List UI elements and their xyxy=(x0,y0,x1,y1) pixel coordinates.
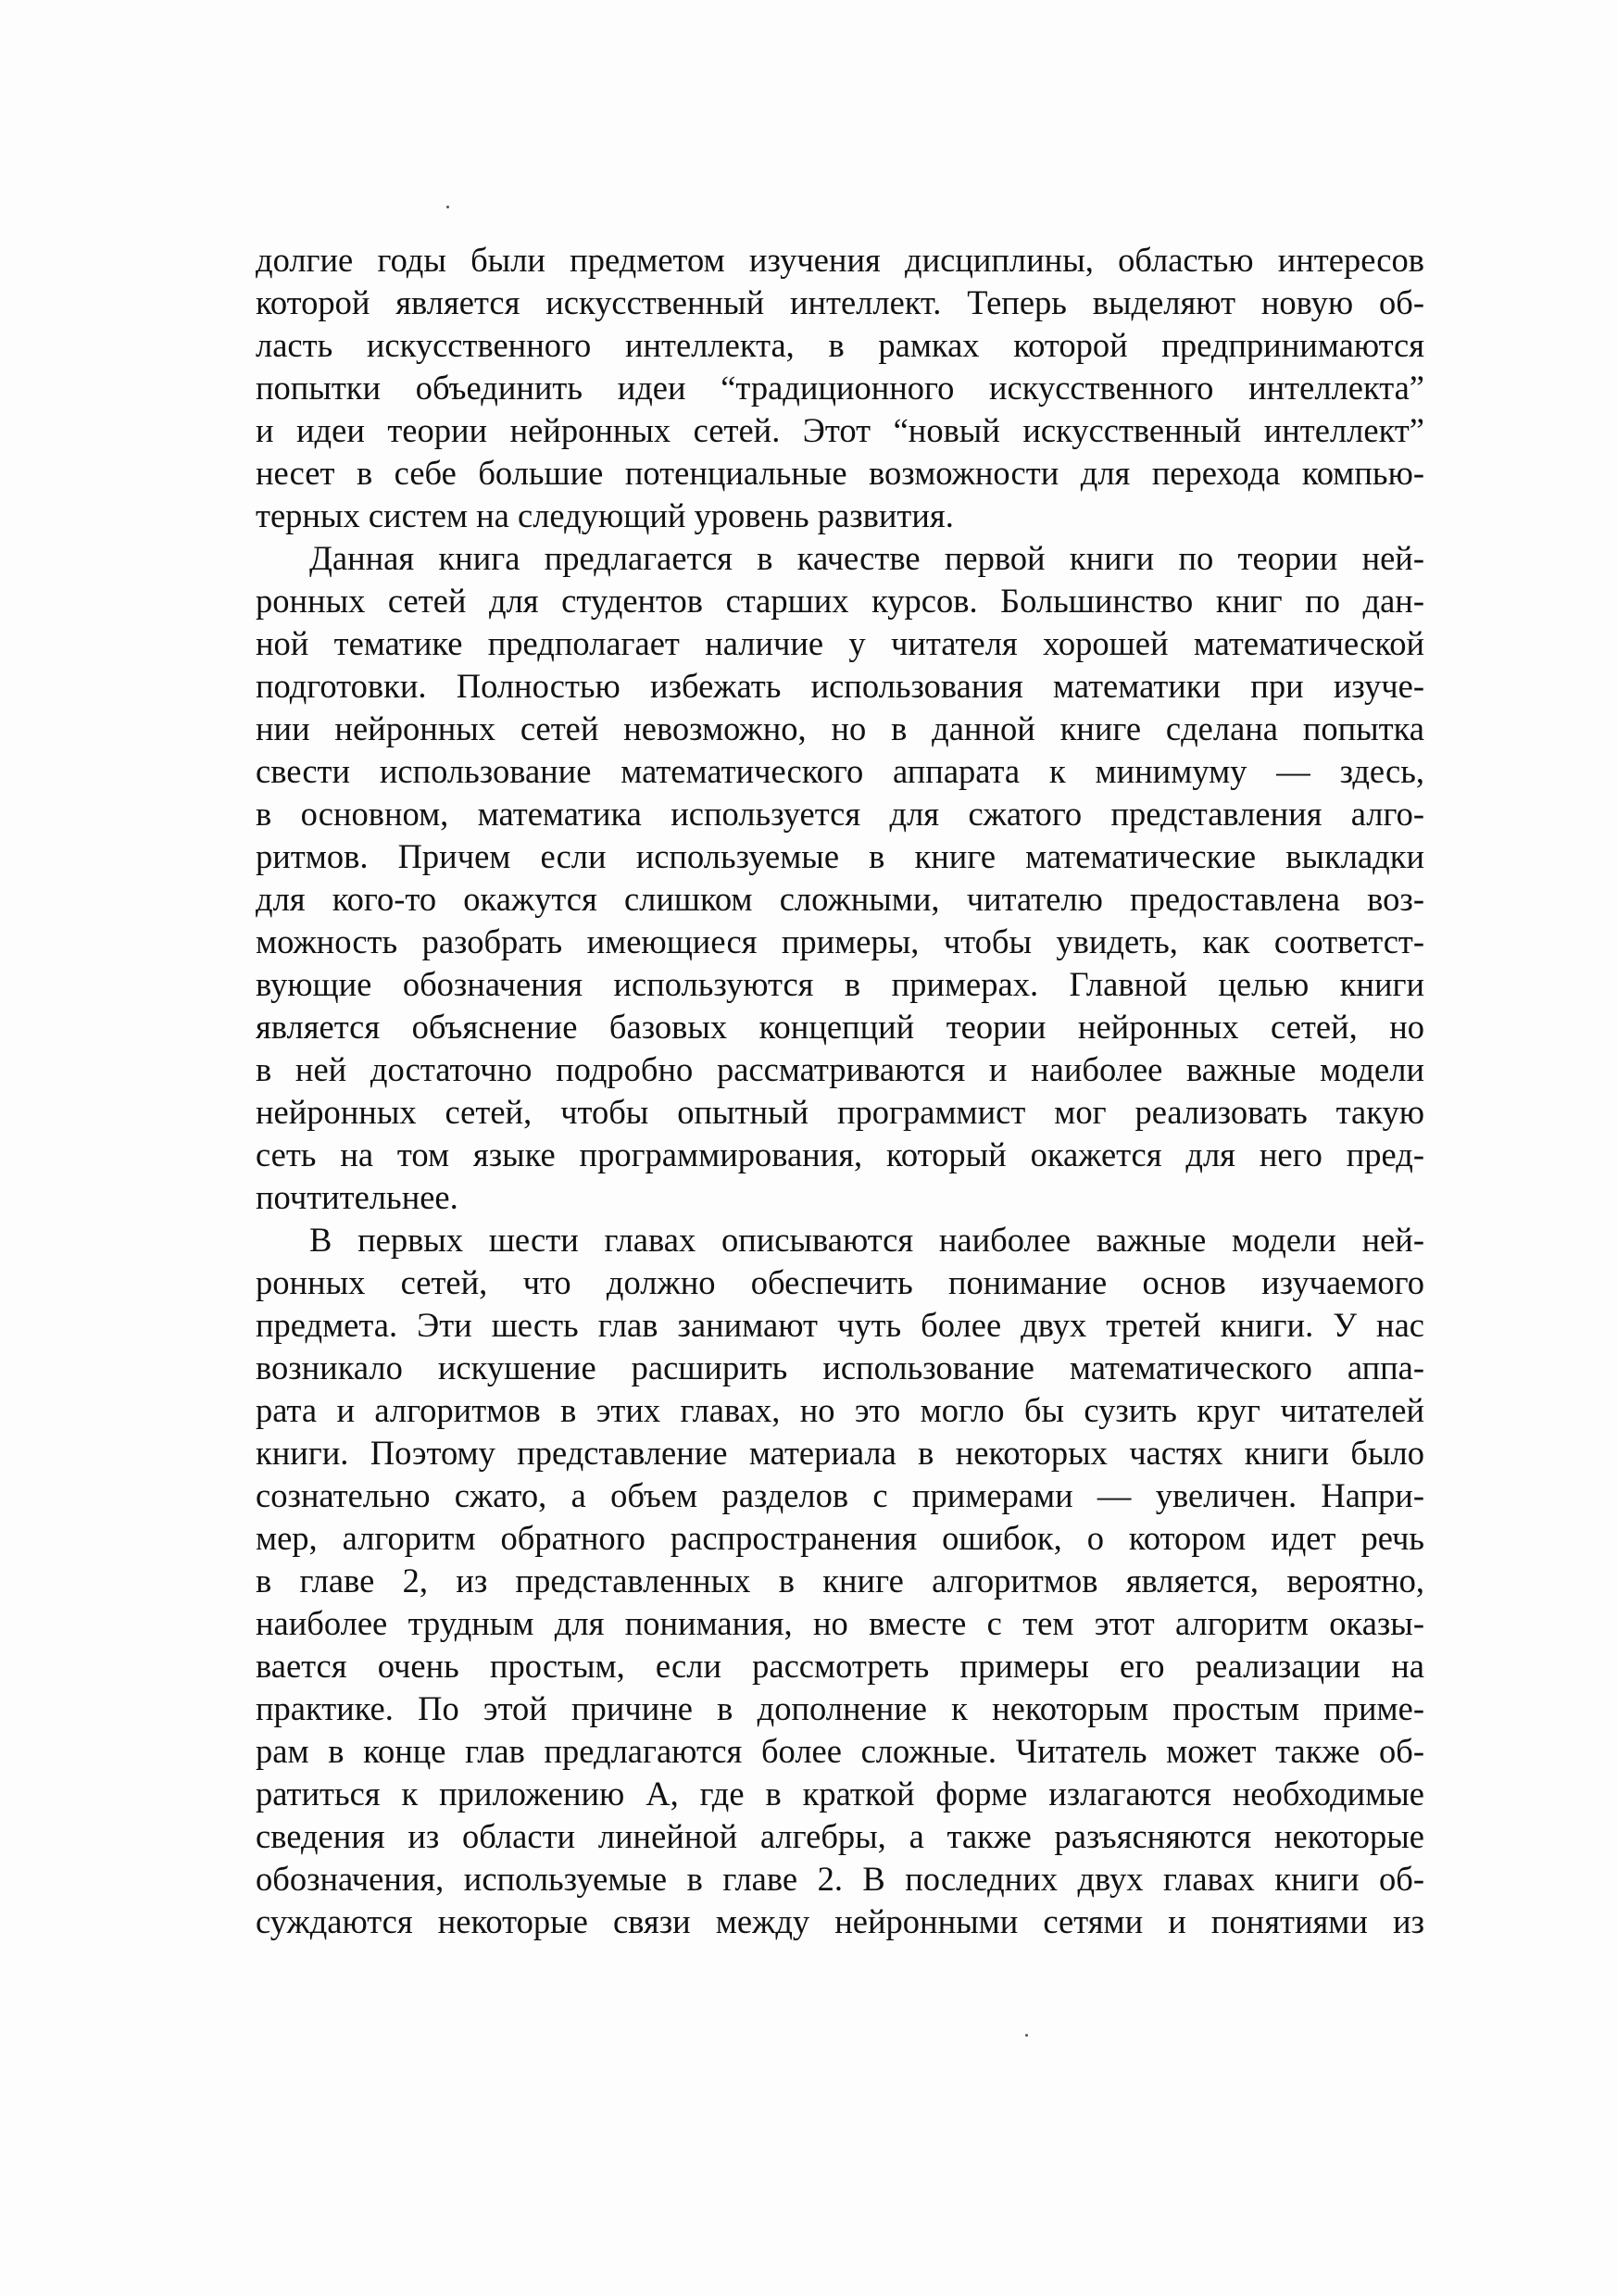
text-line: ронных сетей для студентов старших курсов. Большинство книг по дан- xyxy=(256,582,1424,620)
text-line: в ней достаточно подробно рассматриваются и наиболее важные модели xyxy=(256,1050,1424,1088)
text-line: нии нейронных сетей невозможно, но в данной книге сделана попытка xyxy=(256,709,1424,747)
text-line: книги. Поэтому представление материала в некоторых частях книги было xyxy=(256,1434,1424,1472)
text-line: и идеи теории нейронных сетей. Этот “новый искусственный интеллект” xyxy=(256,411,1424,449)
text-line: попытки объединить идеи “традиционного искусственного интеллекта” xyxy=(256,369,1424,407)
text-line: является объяснение базовых концепций теории нейронных сетей, но xyxy=(256,1008,1424,1046)
text-line: сеть на том языке программирования, который окажется для него пред- xyxy=(256,1135,1424,1173)
text-line: вается очень простым, если рассмотреть примеры его реализации на xyxy=(256,1647,1424,1685)
text-line: наиболее трудным для понимания, но вместе с тем этот алгоритм оказы- xyxy=(256,1604,1424,1642)
text-line: терных систем на следующий уровень развития. xyxy=(256,496,954,534)
text-line: мер, алгоритм обратного распространения ошибок, о котором идет речь xyxy=(256,1519,1424,1557)
text-line: вующие обозначения используются в примерах. Главной целью книги xyxy=(256,965,1424,1003)
text-line: для кого-то окажутся слишком сложными, читателю предоставлена воз- xyxy=(256,880,1424,918)
text-line: в главе 2, из представленных в книге алгоритмов является, вероятно, xyxy=(256,1562,1424,1600)
text-line: рам в конце глав предлагаются более сложные. Читатель может также об- xyxy=(256,1732,1424,1770)
text-line: обозначения, используемые в главе 2. В последних двух главах книги об- xyxy=(256,1860,1424,1898)
text-line: несет в себе большие потенциальные возможности для перехода компью- xyxy=(256,454,1424,492)
text-line: ронных сетей, что должно обеспечить понимание основ изучаемого xyxy=(256,1263,1424,1301)
text-line: ратиться к приложению А, где в краткой форме излагаются необходимые xyxy=(256,1775,1424,1813)
text-line: ритмов. Причем если используемые в книге математические выкладки xyxy=(256,837,1424,875)
text-line: сведения из области линейной алгебры, а также разъясняются некоторые xyxy=(256,1817,1424,1855)
text-line: суждаются некоторые связи между нейронными сетями и понятиями из xyxy=(256,1902,1424,1940)
text-line: можность разобрать имеющиеся примеры, чтобы увидеть, как соответст- xyxy=(256,922,1424,960)
text-line: сознательно сжато, а объем разделов с примерами — увеличен. Напри- xyxy=(256,1476,1424,1514)
text-line: предмета. Эти шесть глав занимают чуть более двух третей книги. У нас xyxy=(256,1306,1424,1344)
paragraph-2 xyxy=(256,537,1424,1219)
text-line: свести использование математического аппарата к минимуму — здесь, xyxy=(256,752,1424,790)
text-line: почтительнее. xyxy=(256,1178,458,1216)
body-text xyxy=(256,239,1424,1943)
text-line: которой является искусственный интеллект. Теперь выделяют новую об- xyxy=(256,283,1424,321)
text-line: В первых шести главах описываются наиболее важные модели ней- xyxy=(309,1221,1424,1259)
paragraph-3 xyxy=(256,1219,1424,1943)
text-line: долгие годы были предметом изучения дисциплины, областью интересов xyxy=(256,241,1424,279)
text-line: нейронных сетей, чтобы опытный программист мог реализовать такую xyxy=(256,1093,1424,1131)
text-line: ной тематике предполагает наличие у читателя хорошей математической xyxy=(256,624,1424,662)
text-line: Данная книга предлагается в качестве первой книги по теории ней- xyxy=(309,539,1424,577)
scan-speck xyxy=(1025,2034,1028,2037)
text-line: подготовки. Полностью избежать использования математики при изуче- xyxy=(256,667,1424,705)
text-line: ласть искусственного интеллекта, в рамках которой предпринимаются xyxy=(256,326,1424,364)
text-line: рата и алгоритмов в этих главах, но это могло бы сузить круг читателей xyxy=(256,1391,1424,1429)
paragraph-1 xyxy=(256,239,1424,537)
text-line: практике. По этой причине в дополнение к некоторым простым приме- xyxy=(256,1689,1424,1727)
scan-speck xyxy=(446,206,449,208)
text-line: в основном, математика используется для сжатого представления алго- xyxy=(256,795,1424,833)
text-line: возникало искушение расширить использование математического аппа- xyxy=(256,1349,1424,1386)
